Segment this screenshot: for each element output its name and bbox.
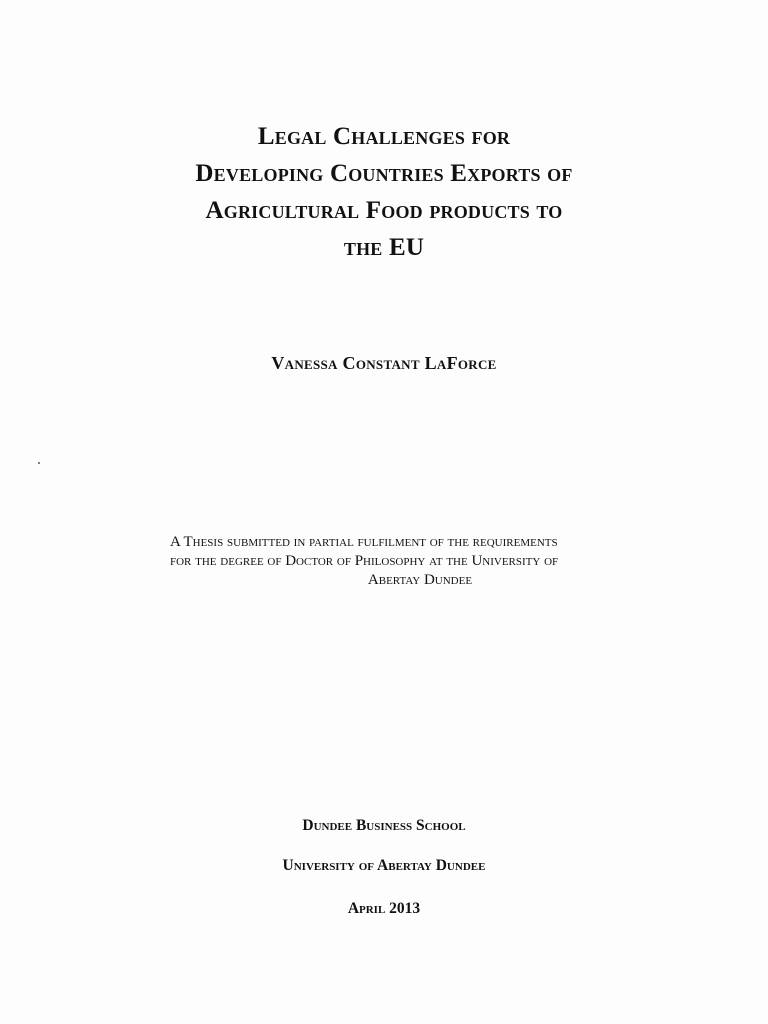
author-name: Vanessa Constant LaForce xyxy=(271,353,497,373)
title-line-1: Legal Challenges for xyxy=(257,123,511,150)
thesis-title xyxy=(0,118,768,266)
thesis-statement-line-2: for the degree of Doctor of Philosophy at the University of xyxy=(170,553,559,569)
title-line-4: the EU xyxy=(343,234,425,261)
thesis-statement-line-3: Abertay Dundee xyxy=(367,572,473,588)
thesis-statement-line-1: A Thesis submitted in partial fulfilment of the requirements xyxy=(170,534,558,550)
title-line-2: Developing Countries Exports of xyxy=(195,160,573,187)
submission-date: April 2013 xyxy=(347,900,421,917)
school-name: Dundee Business School xyxy=(302,817,466,834)
university-name: University of Abertay Dundee xyxy=(282,857,486,874)
thesis-statement xyxy=(150,533,690,590)
title-line-3: Agricultural Food products to xyxy=(205,197,563,224)
scan-speck xyxy=(38,462,40,464)
